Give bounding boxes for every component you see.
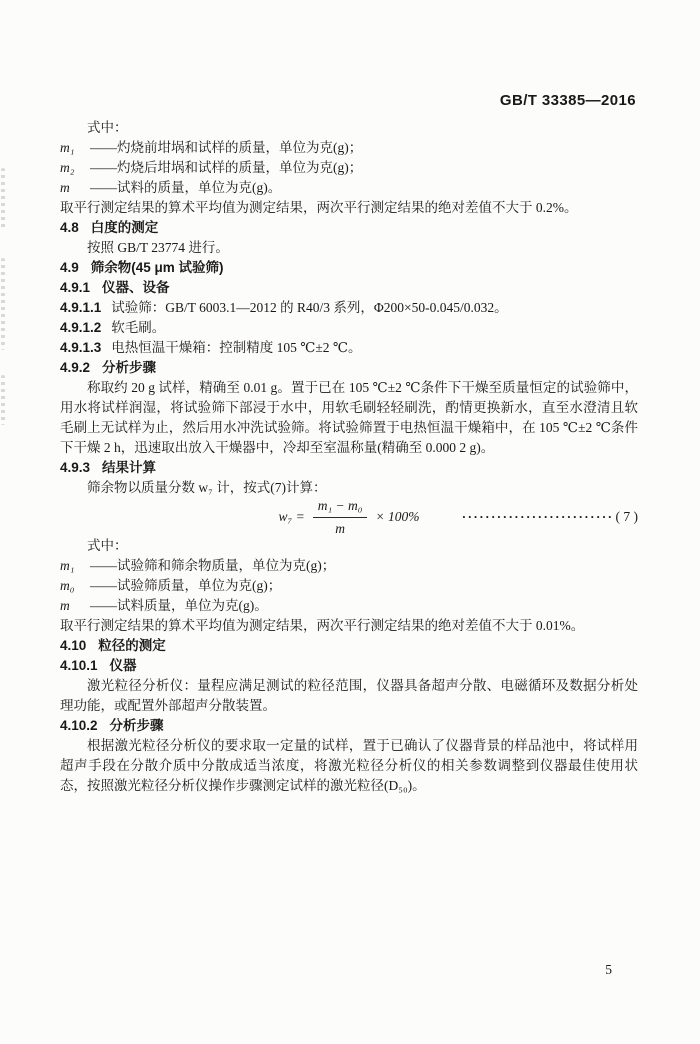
- symbol-definition: [60, 596, 638, 616]
- symbol-m2: m₂: [60, 160, 75, 175]
- equation-lhs: w₇ =: [278, 509, 305, 524]
- equation-fraction: [313, 496, 368, 539]
- section-heading-4-8: [60, 218, 638, 238]
- equation-number: ( 7 ): [615, 509, 638, 524]
- clause-text: 试验筛：GB/T 6003.1—2012 的 R40/3 系列，Φ200×50-0.045/0.032。: [111, 300, 508, 315]
- symbol-m2-description: ——灼烧后坩埚和试样的质量，单位为克(g)；: [90, 160, 363, 175]
- clause-text: 电热恒温干燥箱：控制精度 105 ℃±2 ℃。: [111, 340, 362, 355]
- section-number: 4.10.2: [60, 718, 98, 733]
- page-number: 5: [605, 962, 612, 977]
- symbol-m-description: ——试料质量，单位为克(g)。: [90, 598, 268, 613]
- clause-4-9-1-1: [60, 298, 638, 318]
- section-number: 4.9: [60, 260, 79, 275]
- standard-code: GB/T 33385—2016: [499, 92, 636, 109]
- symbol-definition: [60, 576, 638, 596]
- symbol-m1-description: ——灼烧前坩埚和试样的质量，单位为克(g)；: [90, 140, 363, 155]
- symbol-m1: m₁: [60, 140, 75, 155]
- symbol-m-description: ——试料的质量，单位为克(g)。: [90, 180, 282, 195]
- section-title: 白度的测定: [90, 220, 159, 235]
- symbol-definition: [60, 158, 638, 178]
- symbol-m0: m₀: [60, 578, 75, 593]
- clause-text: 软毛刷。: [111, 320, 166, 335]
- clause-4-9-1-2: [60, 318, 638, 338]
- clause-4-9-1-3: [60, 338, 638, 358]
- formula-intro: 筛余物以质量分数 w₇ 计，按式(7)计算：: [87, 480, 327, 495]
- clause-number: 4.9.1.2: [60, 320, 102, 335]
- section-title: 筛余物(45 μm 试验筛): [90, 260, 224, 275]
- symbol-m1: m₁: [60, 558, 75, 573]
- page-footer: [605, 962, 612, 978]
- scan-artifact: [1, 375, 5, 425]
- symbol-m0-description: ——试验筛质量，单位为克(g)；: [90, 578, 282, 593]
- scan-artifact: [1, 258, 5, 350]
- equation-denominator: m: [335, 520, 345, 536]
- symbol-definition: [60, 138, 638, 158]
- section-heading-4-10-2: [60, 716, 638, 736]
- symbol-m: m: [60, 180, 70, 195]
- section-number: 4.9.1: [60, 280, 91, 295]
- equation-numerator: m₁ − m₀: [313, 496, 368, 518]
- symbol-m: m: [60, 598, 70, 613]
- section-heading-4-9-2: [60, 358, 638, 378]
- section-number: 4.8: [60, 220, 79, 235]
- equation-reference: [462, 507, 638, 527]
- document-content: [60, 118, 638, 796]
- dotted-leader: ··························: [461, 509, 614, 524]
- section-heading-4-10: [60, 636, 638, 656]
- equation-expression: [279, 496, 420, 539]
- section-title: 分析步骤: [102, 360, 157, 375]
- scan-artifact: [1, 168, 5, 230]
- clause-number: 4.9.1.3: [60, 340, 102, 355]
- section-title: 粒径的测定: [98, 638, 166, 653]
- precision-note: 取平行测定结果的算术平均值为测定结果，两次平行测定结果的绝对差值不大于 0.2%。: [60, 200, 578, 215]
- symbol-definition: [60, 178, 638, 198]
- section-title: 分析步骤: [109, 718, 164, 733]
- section-number: 4.10.1: [60, 658, 98, 673]
- where-clause-label: 式中：: [87, 120, 128, 135]
- equation-7: [60, 498, 638, 536]
- section-4-8-body: 按照 GB/T 23774 进行。: [87, 240, 229, 255]
- section-heading-4-9-1: [60, 278, 638, 298]
- precision-note: 取平行测定结果的算术平均值为测定结果，两次平行测定结果的绝对差值不大于 0.01%。: [60, 618, 585, 633]
- section-title: 仪器、设备: [102, 280, 170, 295]
- equation-multiplier: × 100%: [375, 509, 420, 524]
- symbol-m1-description: ——试验筛和筛余物质量，单位为克(g)；: [90, 558, 336, 573]
- section-heading-4-10-1: [60, 656, 638, 676]
- symbol-definition: [60, 556, 638, 576]
- section-title: 仪器: [109, 658, 137, 673]
- section-number: 4.9.3: [60, 460, 91, 475]
- section-4-9-2-body: 称取约 20 g 试样，精确至 0.01 g。置于已在 105 ℃±2 ℃条件下干燥至质量恒定的试验筛中，用水将试样润湿，将试验筛下部浸于水中，用软毛刷轻轻刷洗，酌情更换新水，直至水澄清且软毛刷上无试样为止，然后用水冲洗试验筛。将试验筛置于电热恒温干燥箱中，在 105 ℃±2 ℃条件下干燥 2 h，迅速取出放入干燥器中，冷却至室温称量(精确至 0.000 2 g)。: [60, 380, 638, 455]
- where-clause-label: 式中：: [87, 538, 128, 553]
- section-4-10-1-body: 激光粒径分析仪：量程应满足测试的粒径范围，仪器具备超声分散、电磁循环及数据分析处理功能，或配置外部超声分散装置。: [60, 678, 638, 713]
- section-heading-4-9-3: [60, 458, 638, 478]
- section-heading-4-9: [60, 258, 638, 278]
- section-title: 结果计算: [102, 460, 157, 475]
- section-number: 4.9.2: [60, 360, 91, 375]
- section-number: 4.10: [60, 638, 87, 653]
- clause-number: 4.9.1.1: [60, 300, 102, 315]
- page-header: [500, 92, 636, 109]
- section-4-10-2-body: 根据激光粒径分析仪的要求取一定量的试样，置于已确认了仪器背景的样品池中，将试样用超声手段在分散介质中分散成适当浓度，将激光粒径分析仪的相关参数调整到仪器最佳使用状态，按照激光粒径分析仪操作步骤测定试样的激光粒径(D₅₀)。: [60, 738, 638, 793]
